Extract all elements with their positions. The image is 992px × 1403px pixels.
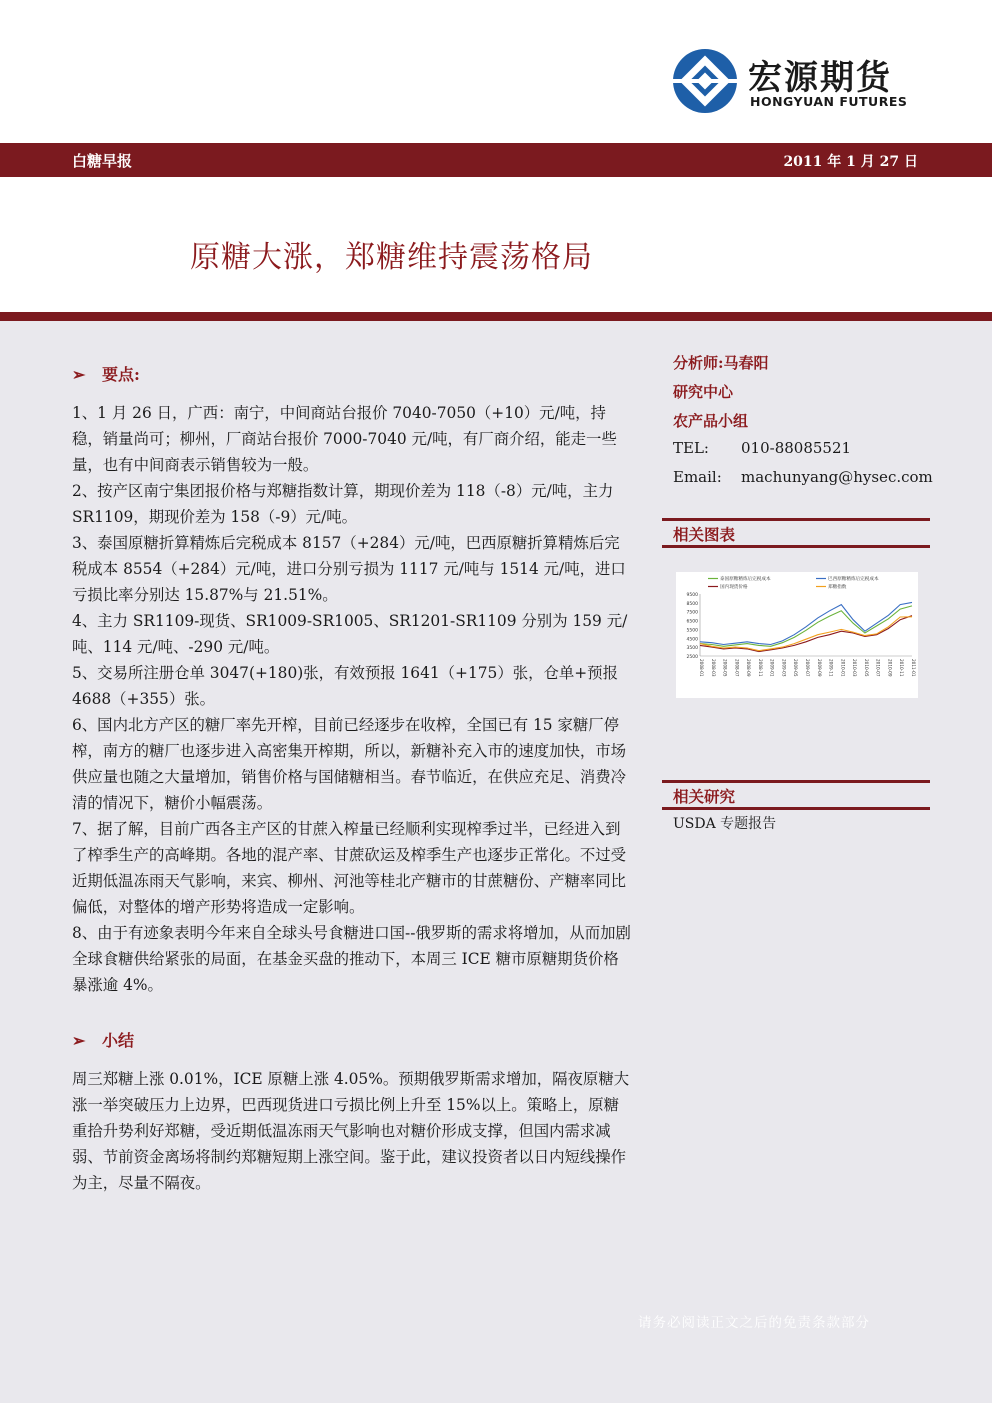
- chart-x-tick-label: 2008-09: [746, 659, 752, 677]
- related-charts-heading: 相关图表: [673, 525, 736, 544]
- chart-x-tick-label: 2010-03: [852, 659, 858, 677]
- disclaimer-note: 请务必阅读正文之后的免责条款部分: [638, 1315, 870, 1331]
- chart-legend-label: 泰国原糖精炼后完税成本: [720, 577, 771, 582]
- charts-bottom-rule: [662, 545, 930, 548]
- chart-x-tick-label: 2009-01: [769, 659, 775, 677]
- chart-x-tick-label: 2008-07: [734, 659, 740, 677]
- chart-x-tick-label: 2010-07: [875, 659, 881, 677]
- summary-text: 周三郑糖上涨 0.01%，ICE 原糖上涨 4.05%。预期俄罗斯需求增加，隔夜原糖大涨一举突破压力上边界，巴西现货进口亏损比例上升至 15%以上。策略上，原糖重拾升势利好郑糖，受近期低温冻雨天气影响也对糖价形成支撑，但国内需求减弱、节前资金离场将制约郑糖短期上涨空间。鉴于此，建议投资者以日内短线操作为主，尽量不隔夜。: [72, 1070, 630, 1192]
- chart-y-tick-label: 2500: [686, 655, 698, 660]
- point-5: 5、交易所注册仓单 3047(+180)张，有效预报 1641（+175）张，仓单+预报 4688（+355）张。: [72, 664, 618, 708]
- email-row: [673, 468, 933, 486]
- report-type: 白糖早报: [72, 152, 133, 170]
- analyst-name: 分析师:马春阳: [673, 354, 769, 372]
- page-title: 原糖大涨，郑糖维持震荡格局: [190, 240, 593, 275]
- chart-x-tick-label: 2008-05: [722, 659, 728, 677]
- section-key-points-label: 要点:: [102, 365, 140, 384]
- chart-x-tick-label: 2009-05: [793, 659, 799, 677]
- chart-y-tick-label: 6500: [686, 619, 698, 625]
- email-link[interactable]: machunyang@hysec.com: [741, 468, 933, 486]
- arrow-icon: ➢: [72, 365, 86, 384]
- point-7: 7、据了解，目前广西各主产区的甘蔗入榨量已经顺利实现榨季过半，已经进入到了榨季生产的高峰期。各地的混产率、甘蔗砍运及榨季生产也逐步正常化。不过受近期低温冻雨天气影响，来宾、柳州、河池等桂北产糖市的甘蔗糖份、产糖率同比偏低，对整体的增产形势将造成一定影响。: [72, 820, 627, 916]
- related-chart: [676, 572, 918, 698]
- tel-label: TEL:: [673, 439, 709, 457]
- chart-y-tick-label: 3500: [686, 646, 698, 652]
- chart-series-line: [700, 606, 912, 646]
- related-research-heading: 相关研究: [673, 787, 736, 806]
- section-summary-heading: [72, 1028, 134, 1051]
- logo-cn-text: 宏源期货: [748, 58, 892, 98]
- key-points-body: [72, 400, 632, 998]
- research-top-rule: [662, 780, 930, 783]
- chart-y-tick-label: 7500: [686, 610, 698, 616]
- company-logo: [672, 48, 922, 120]
- chart-x-tick-label: 2010-01: [840, 659, 846, 677]
- chart-x-tick-label: 2009-03: [781, 659, 787, 677]
- chart-x-tick-label: 2008-01: [699, 659, 704, 677]
- point-6: 6、国内北方产区的糖厂率先开榨，目前已经逐步在收榨，全国已有 15 家糖厂停榨，南方的糖厂也逐步进入高密集开榨期，所以，新糖补充入市的速度加快，市场供应量也随之大量增加，销售价格与国储糖相当。春节临近，在供应充足、消费冷清的情况下，糖价小幅震荡。: [72, 716, 627, 812]
- point-1: 1、1 月 26 日，广西：南宁，中间商站台报价 7040-7050（+10）元/吨，持稳，销量尚可；柳州，厂商站台报价 7000-7040 元/吨，有厂商介绍，能走一些量，也有中间商表示销售较为一般。: [72, 404, 617, 474]
- research-bottom-rule: [662, 807, 930, 810]
- sugar-price-chart: [676, 572, 918, 698]
- point-2: 2、按产区南宁集团报价格与郑糖指数计算，期现价差为 118（-8）元/吨，主力 SR1109，期现价差为 158（-9）元/吨。: [72, 482, 614, 526]
- chart-y-tick-label: 4500: [686, 637, 698, 643]
- chart-legend-label: 巴西原糖精炼后完税成本: [828, 577, 879, 582]
- chart-x-tick-label: 2008-11: [757, 659, 763, 677]
- chart-x-tick-label: 2008-03: [710, 659, 716, 677]
- point-3: 3、泰国原糖折算精炼后完税成本 8157（+284）元/吨，巴西原糖折算精炼后完税成本 8554（+284）元/吨，进口分别亏损为 1117 元/吨与 1514 元/吨，进口亏损比率分别达 15.87%与 21.51%。: [72, 534, 626, 604]
- point-4: 4、主力 SR1109-现货、SR1009-SR1005、SR1201-SR1109 分别为 159 元/吨、114 元/吨、-290 元/吨。: [72, 612, 628, 656]
- chart-x-tick-label: 2009-07: [805, 659, 810, 677]
- tel-value: 010-88085521: [741, 439, 852, 457]
- chart-y-tick-label: 5500: [686, 628, 698, 634]
- logo-en-text: HONGYUAN FUTURES: [750, 94, 908, 109]
- chart-y-tick-label: 9500: [686, 593, 698, 598]
- header-bar: [0, 143, 992, 177]
- arrow-icon: ➢: [72, 1031, 86, 1050]
- chart-x-tick-label: 2009-11: [828, 659, 834, 677]
- charts-top-rule: [662, 518, 930, 521]
- department: 研究中心: [673, 383, 734, 401]
- chart-x-tick-label: 2010-09: [887, 659, 893, 677]
- chart-x-tick-label: 2011-01: [911, 659, 916, 677]
- email-label: Email:: [673, 468, 722, 486]
- section-summary-label: 小结: [102, 1031, 135, 1050]
- chart-legend-label: 郑糖指数: [828, 585, 847, 590]
- chart-x-tick-label: 2009-09: [816, 659, 822, 677]
- chart-x-tick-label: 2010-11: [899, 659, 905, 677]
- research-item-link[interactable]: USDA 专题报告: [673, 816, 777, 832]
- summary-body: [72, 1066, 632, 1196]
- point-8: 8、由于有迹象表明今年来自全球头号食糖进口国--俄罗斯的需求将增加，从而加剧全球食糖供给紧张的局面，在基金买盘的推动下，本周三 ICE 糖市原糖期货价格暴涨逾 4%。: [72, 924, 631, 994]
- hongyuan-logo-icon: [672, 48, 738, 114]
- chart-legend-label: 国内现货价格: [720, 585, 748, 590]
- section-key-points-heading: [72, 362, 140, 385]
- title-divider: [0, 312, 992, 321]
- chart-x-tick-label: 2010-05: [863, 659, 869, 677]
- group-name: 农产品小组: [673, 412, 749, 430]
- tel-row: [673, 439, 851, 457]
- chart-y-tick-label: 8500: [686, 601, 698, 607]
- report-date: 2011 年 1 月 27 日: [783, 154, 918, 170]
